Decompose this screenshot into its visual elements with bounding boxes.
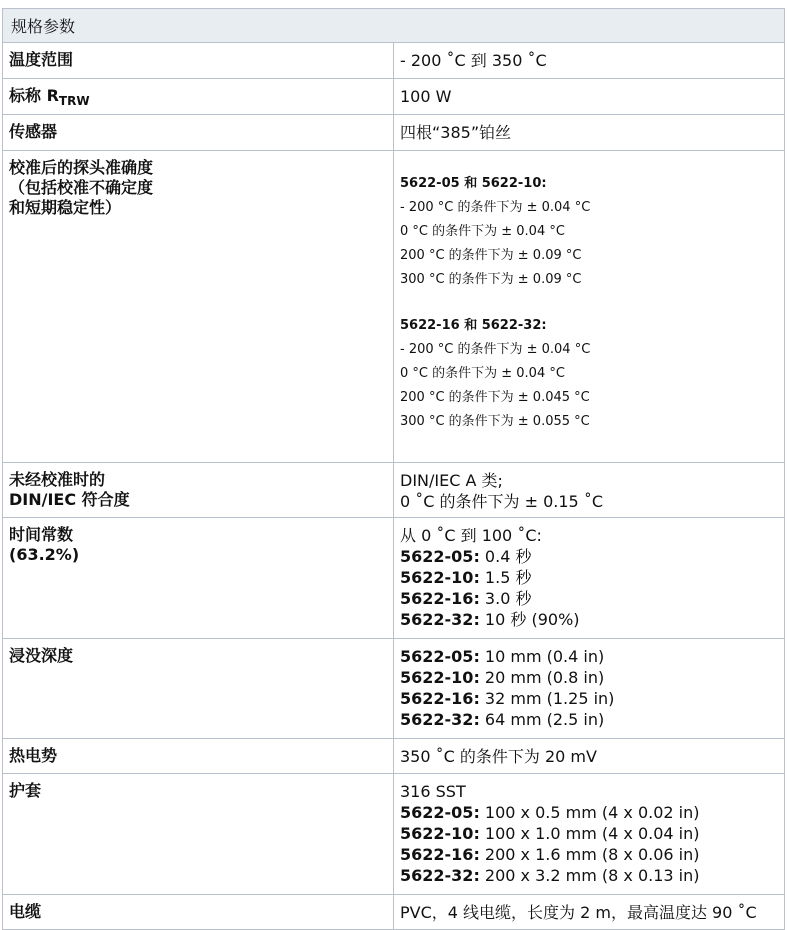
model-value: 3.0 秒	[479, 589, 532, 608]
model-value: 100 x 0.5 mm (4 x 0.02 in)	[479, 803, 700, 822]
value-din	[394, 463, 785, 518]
label-nominal-sub: TRW	[58, 94, 90, 108]
label-sheath: 护套	[3, 774, 394, 895]
accuracy-line: 300 °C 的条件下为 ± 0.055 °C	[400, 414, 590, 429]
sheath-item	[400, 865, 784, 886]
model-label: 5622-16:	[400, 689, 480, 708]
time-constant-item	[400, 588, 784, 609]
row-emf	[3, 739, 785, 774]
model-label: 5622-05:	[400, 803, 480, 822]
table-header: 规格参数	[3, 9, 785, 43]
time-constant-intro: 从 0 ˚C 到 100 ˚C:	[400, 526, 542, 545]
label-temp-range: 温度范围	[3, 43, 394, 79]
model-value: 0.4 秒	[479, 547, 532, 566]
accuracy-line: 0 °C 的条件下为 ± 0.04 °C	[400, 224, 565, 239]
model-value: 10 mm (0.4 in)	[479, 647, 605, 666]
sheath-item	[400, 823, 784, 844]
value-accuracy	[394, 151, 785, 463]
label-time-constant-line: 时间常数	[9, 525, 74, 544]
row-accuracy	[3, 151, 785, 463]
label-cable: 电缆	[3, 895, 394, 930]
model-label: 5622-05:	[400, 647, 480, 666]
immersion-item	[400, 688, 784, 709]
label-din-line: 未经校准时的	[9, 470, 106, 489]
model-value: 100 x 1.0 mm (4 x 0.04 in)	[479, 824, 700, 843]
label-nominal-main: 标称 R	[9, 86, 59, 105]
model-value: 64 mm (2.5 in)	[479, 710, 605, 729]
label-accuracy	[3, 151, 394, 463]
label-time-constant	[3, 518, 394, 639]
value-sensor: 四根“385”铂丝	[394, 115, 785, 151]
model-value: 32 mm (1.25 in)	[479, 689, 615, 708]
sheath-intro: 316 SST	[400, 782, 466, 801]
sheath-item	[400, 802, 784, 823]
spec-table	[2, 8, 785, 930]
model-label: 5622-05:	[400, 547, 480, 566]
row-time-constant	[3, 518, 785, 639]
value-nominal: 100 W	[394, 79, 785, 115]
accuracy-group1-header: 5622-05 和 5622-10:	[400, 176, 547, 191]
accuracy-line: 0 °C 的条件下为 ± 0.04 °C	[400, 366, 565, 381]
accuracy-group2-header: 5622-16 和 5622-32:	[400, 318, 547, 333]
row-din	[3, 463, 785, 518]
value-temp-range: - 200 ˚C 到 350 ˚C	[394, 43, 785, 79]
model-label: 5622-32:	[400, 610, 480, 629]
value-immersion	[394, 639, 785, 739]
label-sensor: 传感器	[3, 115, 394, 151]
row-immersion	[3, 639, 785, 739]
model-label: 5622-32:	[400, 710, 480, 729]
row-sheath	[3, 774, 785, 895]
time-constant-item	[400, 546, 784, 567]
row-cable	[3, 895, 785, 930]
value-din-line: 0 ˚C 的条件下为 ± 0.15 ˚C	[400, 492, 603, 511]
label-din	[3, 463, 394, 518]
model-value: 1.5 秒	[479, 568, 532, 587]
immersion-item	[400, 646, 784, 667]
model-label: 5622-16:	[400, 845, 480, 864]
accuracy-line: - 200 °C 的条件下为 ± 0.04 °C	[400, 342, 591, 357]
label-immersion: 浸没深度	[3, 639, 394, 739]
model-value: 200 x 3.2 mm (8 x 0.13 in)	[479, 866, 700, 885]
model-label: 5622-32:	[400, 866, 480, 885]
label-accuracy-line: 校准后的探头准确度	[9, 158, 154, 177]
accuracy-line: - 200 °C 的条件下为 ± 0.04 °C	[400, 200, 591, 215]
model-label: 5622-16:	[400, 589, 480, 608]
label-accuracy-line: （包括校准不确定度	[9, 178, 154, 197]
accuracy-line: 200 °C 的条件下为 ± 0.045 °C	[400, 390, 590, 405]
value-din-line: DIN/IEC A 类;	[400, 471, 503, 490]
model-value: 20 mm (0.8 in)	[479, 668, 605, 687]
immersion-item	[400, 667, 784, 688]
value-time-constant	[394, 518, 785, 639]
label-emf: 热电势	[3, 739, 394, 774]
accuracy-line: 300 °C 的条件下为 ± 0.09 °C	[400, 272, 582, 287]
label-time-constant-line: (63.2%)	[9, 545, 80, 564]
time-constant-item	[400, 567, 784, 588]
row-nominal	[3, 79, 785, 115]
value-emf: 350 ˚C 的条件下为 20 mV	[394, 739, 785, 774]
model-label: 5622-10:	[400, 568, 480, 587]
header-row	[3, 9, 785, 43]
model-label: 5622-10:	[400, 824, 480, 843]
label-accuracy-line: 和短期稳定性）	[9, 198, 122, 217]
row-sensor	[3, 115, 785, 151]
value-sheath	[394, 774, 785, 895]
time-constant-item	[400, 609, 784, 630]
label-nominal	[3, 79, 394, 115]
model-label: 5622-10:	[400, 668, 480, 687]
label-din-line: DIN/IEC 符合度	[9, 490, 130, 509]
row-temp-range	[3, 43, 785, 79]
accuracy-line: 200 °C 的条件下为 ± 0.09 °C	[400, 248, 582, 263]
model-value: 200 x 1.6 mm (8 x 0.06 in)	[479, 845, 700, 864]
value-cable: PVC，4 线电缆，长度为 2 m，最高温度达 90 ˚C	[394, 895, 785, 930]
immersion-item	[400, 709, 784, 730]
sheath-item	[400, 844, 784, 865]
model-value: 10 秒 (90%)	[479, 610, 580, 629]
